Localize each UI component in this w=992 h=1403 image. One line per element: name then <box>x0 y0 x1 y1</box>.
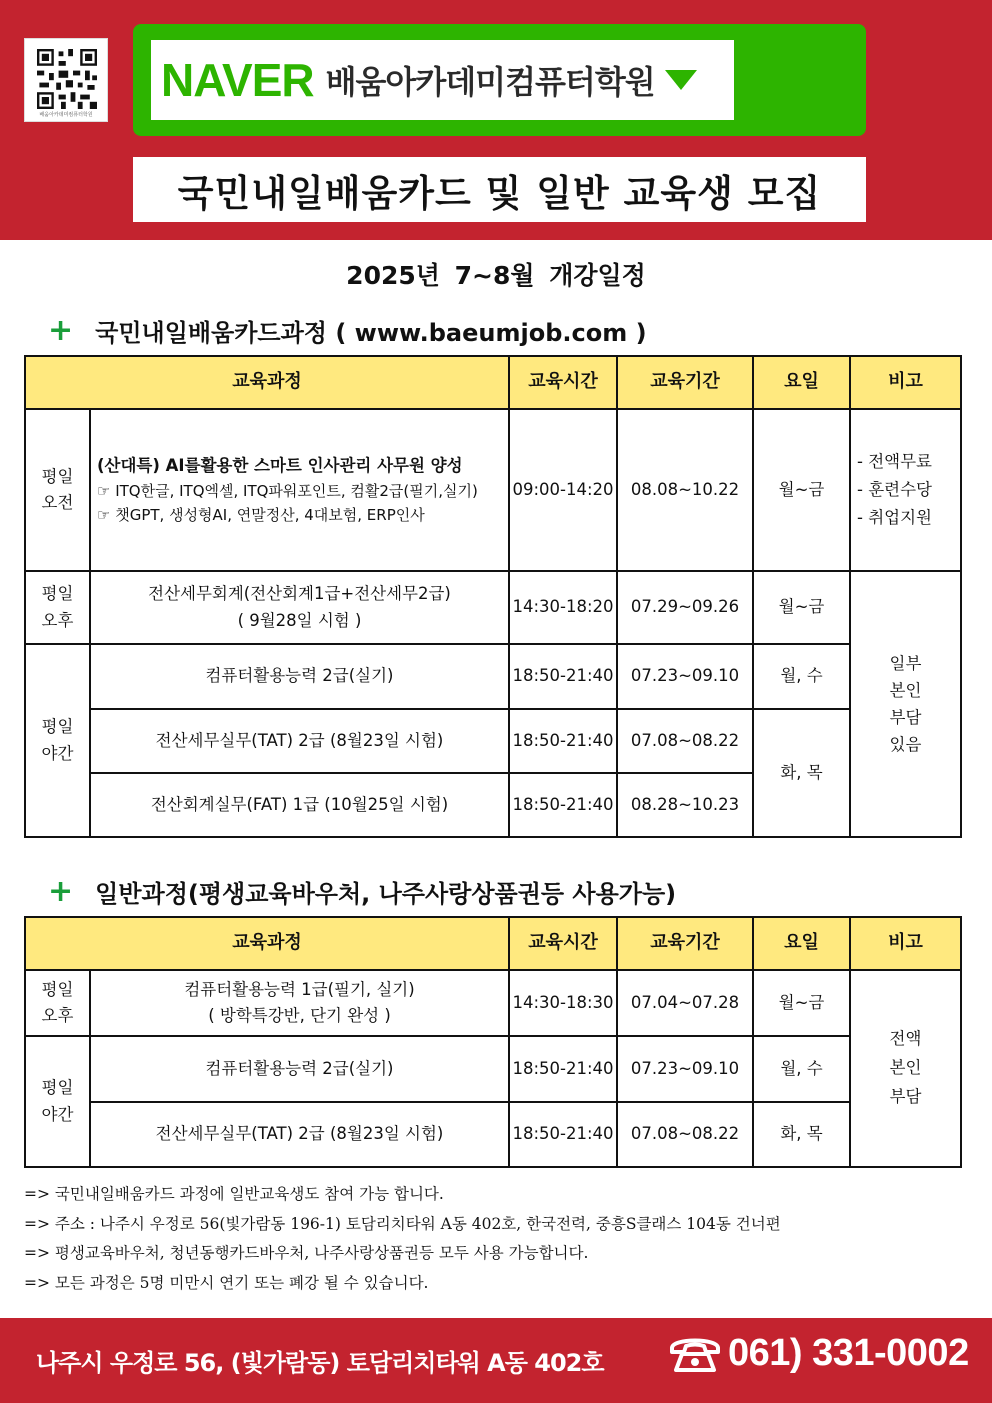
notes-list <box>24 1180 781 1298</box>
note-line: - 훈련수당 <box>857 479 932 499</box>
plus-icon: + <box>48 873 74 909</box>
col-header-days: 요일 <box>753 356 850 409</box>
section2-title: 일반과정(평생교육바우처, 나주사랑상품권등 사용가능) <box>95 880 677 908</box>
note-line: - 취업지원 <box>857 508 932 528</box>
course-name: 전산세무회계(전산회계1급+전산세무2급) <box>148 584 451 604</box>
course-cell: 전산세무실무(TAT) 2급 (8월23일 시험) <box>90 709 509 773</box>
course-cell <box>90 409 509 571</box>
col-header-course: 교육과정 <box>25 356 509 409</box>
footer-band <box>0 1318 992 1403</box>
col-header-note: 비고 <box>850 356 961 409</box>
period-cell: 07.23~09.10 <box>617 1036 753 1102</box>
section1-title: 국민내일배움카드과정 ( www.baeumjob.com ) <box>95 319 647 347</box>
time-cell: 14:30-18:30 <box>509 970 617 1036</box>
period-cell: 07.04~07.28 <box>617 970 753 1036</box>
group-label-weekday-night: 평일 야간 <box>25 1036 90 1167</box>
note-cell-full: 전액 본인 부담 <box>850 970 961 1167</box>
footer-address: 나주시 우정로 56, (빛가람동) 토담리치타워 A동 402호 <box>36 1349 604 1377</box>
table-row <box>25 970 961 1036</box>
period-cell: 07.23~09.10 <box>617 644 753 709</box>
period-cell: 08.08~10.22 <box>617 409 753 571</box>
general-course-table <box>24 916 962 1168</box>
footer-phone[interactable] <box>668 1332 969 1375</box>
dropdown-triangle-icon <box>665 70 697 90</box>
days-cell: 월~금 <box>753 571 850 644</box>
schedule-title: 2025년 7~8월 개강일정 <box>346 261 646 290</box>
days-cell: 월~금 <box>753 409 850 571</box>
note-line: - 전액무료 <box>857 451 932 471</box>
recruitment-banner <box>133 157 866 222</box>
course-bullet: ☞ ITQ한글, ITQ엑셀, ITQ파워포인트, 컴활2급(필기,실기) <box>97 482 478 501</box>
days-cell: 화, 목 <box>753 709 850 837</box>
period-cell: 07.08~08.22 <box>617 1102 753 1167</box>
course-sub: ( 9월28일 시험 ) <box>237 610 362 630</box>
group-label-weekday-afternoon: 평일 오후 <box>25 571 90 644</box>
course-title: (산대특) AI를활용한 스마트 인사관리 사무원 양성 <box>97 455 463 475</box>
col-header-period: 교육기간 <box>617 356 753 409</box>
group-label-weekday-morning: 평일 오전 <box>25 409 90 571</box>
period-cell: 07.29~09.26 <box>617 571 753 644</box>
table-row <box>25 571 961 644</box>
col-header-time: 교육시간 <box>509 356 617 409</box>
time-cell: 18:50-21:40 <box>509 1102 617 1167</box>
note-item: => 평생교육바우처, 청년동행카드바우처, 나주사랑상품권등 모두 사용 가능합니다. <box>24 1244 589 1262</box>
note-item: => 모든 과정은 5명 미만시 연기 또는 폐강 될 수 있습니다. <box>24 1273 429 1292</box>
course-cell: 전산세무실무(TAT) 2급 (8월23일 시험) <box>90 1102 509 1167</box>
telephone-icon <box>668 1334 722 1374</box>
qr-caption: 배움아카데미컴퓨터학원 <box>39 112 93 118</box>
table-header-row <box>25 356 961 409</box>
course-bullet: ☞ 챗GPT, 생성형AI, 연말정산, 4대보험, ERP인사 <box>97 506 425 525</box>
days-cell: 월, 수 <box>753 1036 850 1102</box>
table-header-row <box>25 917 961 970</box>
time-cell: 18:50-21:40 <box>509 644 617 709</box>
section1-heading <box>48 313 647 348</box>
note-cell-partial: 일부 본인 부담 있음 <box>850 571 961 837</box>
header-band <box>0 0 992 240</box>
table-row <box>25 1036 961 1102</box>
course-cell: 컴퓨터활용능력 2급(실기) <box>90 644 509 709</box>
course-name: 컴퓨터활용능력 1급(필기, 실기) <box>184 979 415 999</box>
course-cell: 컴퓨터활용능력 2급(실기) <box>90 1036 509 1102</box>
naver-cafe-banner[interactable] <box>133 24 866 136</box>
academy-name: 배움아카데미컴퓨터학원 <box>325 63 655 101</box>
card-course-table <box>24 355 962 838</box>
course-sub: ( 방학특강반, 단기 완성 ) <box>208 1006 391 1025</box>
col-header-note: 비고 <box>850 917 961 970</box>
col-header-period: 교육기간 <box>617 917 753 970</box>
days-cell: 월, 수 <box>753 644 850 709</box>
group-label-weekday-afternoon: 평일 오후 <box>25 970 90 1036</box>
time-cell: 09:00-14:20 <box>509 409 617 571</box>
course-cell: 전산회계실무(FAT) 1급 (10월25일 시험) <box>90 773 509 837</box>
note-cell <box>850 409 961 571</box>
course-cell <box>90 970 509 1036</box>
table-row <box>25 709 961 773</box>
col-header-course: 교육과정 <box>25 917 509 970</box>
banner-title: 국민내일배움카드 및 일반 교육생 모집 <box>177 171 822 215</box>
col-header-days: 요일 <box>753 917 850 970</box>
table-row <box>25 644 961 709</box>
note-item: => 주소 : 나주시 우정로 56(빛가람동 196-1) 토담리치타워 A동 402호, 한국전력, 중흥S클래스 104동 건너편 <box>24 1214 781 1233</box>
period-cell: 07.08~08.22 <box>617 709 753 773</box>
period-cell: 08.28~10.23 <box>617 773 753 837</box>
plus-icon: + <box>48 312 74 348</box>
naver-logo-text: NAVER <box>161 54 314 106</box>
course-cell <box>90 571 509 644</box>
days-cell: 화, 목 <box>753 1102 850 1167</box>
note-item: => 국민내일배움카드 과정에 일반교육생도 참여 가능 합니다. <box>24 1185 444 1203</box>
table-row <box>25 1102 961 1167</box>
naver-cafe-link[interactable] <box>151 40 734 120</box>
time-cell: 18:50-21:40 <box>509 773 617 837</box>
qr-code-icon <box>37 49 97 109</box>
qr-code[interactable] <box>24 38 108 122</box>
col-header-time: 교육시간 <box>509 917 617 970</box>
time-cell: 14:30-18:20 <box>509 571 617 644</box>
phone-number: 061) 331-0002 <box>728 1332 969 1374</box>
group-label-weekday-night: 평일 야간 <box>25 644 90 837</box>
time-cell: 18:50-21:40 <box>509 1036 617 1102</box>
table-row <box>25 409 961 571</box>
time-cell: 18:50-21:40 <box>509 709 617 773</box>
days-cell: 월~금 <box>753 970 850 1036</box>
section2-heading <box>48 874 676 909</box>
